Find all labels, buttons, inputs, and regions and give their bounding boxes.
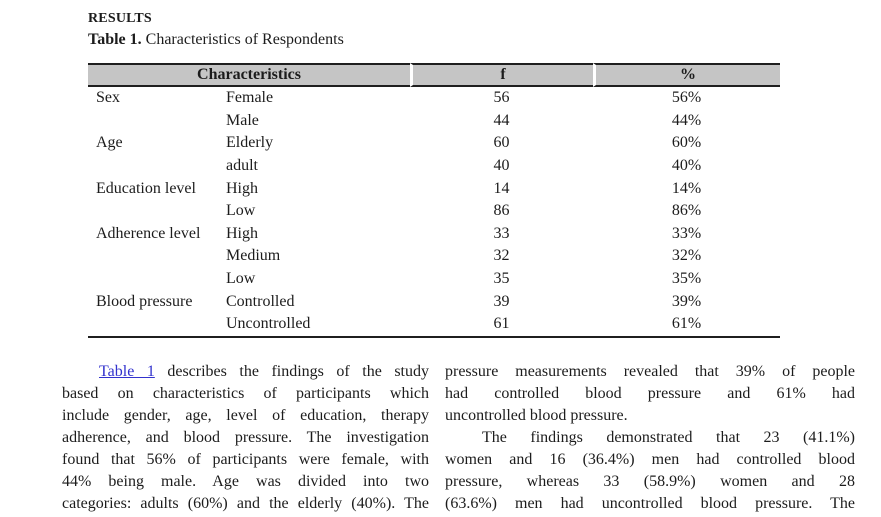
body-line: adherence, and blood pressure. The investigation: [62, 429, 429, 446]
cell-percent: 60%: [671, 134, 702, 152]
table-header-row: [88, 63, 780, 87]
cell-frequency: 35: [493, 270, 510, 288]
body-line: had controlled blood pressure and 61% had: [445, 385, 855, 402]
cell-percent: 56%: [671, 89, 702, 107]
table-caption: [88, 31, 344, 49]
section-heading: RESULTS: [88, 11, 152, 26]
cell-category: Age: [96, 134, 123, 152]
table-row: [88, 110, 780, 133]
cell-subcategory: Female: [226, 89, 274, 107]
cell-subcategory: Medium: [226, 247, 281, 265]
cell-category: Education level: [96, 179, 196, 197]
cell-subcategory: Elderly: [226, 134, 274, 152]
body-text-right-column: [445, 361, 855, 515]
table1-link[interactable]: Table 1: [99, 363, 155, 380]
body-line: pressure measurements revealed that 39% of people: [445, 363, 855, 380]
table-caption-text: Characteristics of Respondents: [141, 31, 344, 48]
body-line: include gender, age, level of education, therapy: [62, 407, 429, 424]
body-text-left-column: [62, 361, 429, 515]
cell-percent: 14%: [671, 179, 702, 197]
cell-frequency: 14: [493, 179, 510, 197]
table-row: [88, 177, 780, 200]
cell-subcategory: adult: [226, 157, 258, 175]
cell-subcategory: Low: [226, 270, 256, 288]
table-row: [88, 223, 780, 246]
table-row: [88, 245, 780, 268]
cell-frequency: 40: [493, 157, 510, 175]
table-row: [88, 290, 780, 313]
cell-category: [88, 155, 226, 178]
cell-frequency: 86: [493, 202, 510, 220]
cell-category: [88, 110, 226, 133]
cell-percent: 61%: [593, 313, 780, 338]
cell-category: Adherence level: [96, 224, 201, 242]
table-caption-label: Table 1.: [88, 31, 142, 48]
cell-subcategory: Controlled: [226, 292, 295, 310]
cell-percent: 86%: [671, 202, 702, 220]
characteristics-table: [88, 63, 780, 338]
body-line: uncontrolled blood pressure.: [445, 407, 628, 424]
body-line: women and 16 (36.4%) men had controlled blood: [445, 451, 855, 468]
cell-category: [88, 200, 226, 223]
cell-frequency: 56: [493, 89, 510, 107]
body-line: based on characteristics of participants which: [62, 385, 429, 402]
cell-frequency: 32: [493, 247, 510, 265]
table-row: [88, 132, 780, 155]
cell-category: [88, 268, 226, 291]
header-percent: %: [593, 63, 780, 87]
cell-subcategory: Uncontrolled: [226, 313, 410, 338]
cell-subcategory: Male: [226, 111, 259, 129]
table-row: [88, 268, 780, 291]
body-line: (63.6%) men had uncontrolled blood pressure. The: [445, 495, 855, 512]
body-line: [62, 361, 429, 383]
cell-frequency: 44: [493, 111, 510, 129]
body-line-text: describes the findings of the study: [154, 363, 429, 380]
cell-frequency: 60: [493, 134, 510, 152]
cell-frequency: 33: [493, 224, 510, 242]
body-line: The findings demonstrated that 23 (41.1%): [482, 429, 855, 446]
cell-subcategory: High: [226, 224, 258, 242]
cell-subcategory: High: [226, 179, 258, 197]
cell-subcategory: Low: [226, 202, 256, 220]
cell-percent: 44%: [671, 111, 702, 129]
table-row: [88, 200, 780, 223]
cell-category: Sex: [96, 89, 120, 107]
cell-percent: 33%: [671, 224, 702, 242]
body-line: categories: adults (60%) and the elderly (40%). The: [62, 495, 429, 512]
header-characteristics: Characteristics: [88, 63, 410, 87]
cell-percent: 40%: [671, 157, 702, 175]
cell-category: [88, 245, 226, 268]
table-row: [88, 313, 780, 338]
header-frequency: f: [410, 63, 593, 87]
cell-category: Blood pressure: [96, 292, 193, 310]
cell-percent: 32%: [671, 247, 702, 265]
body-line: 44% being male. Age was divided into two: [62, 473, 429, 490]
table-row: [88, 87, 780, 110]
cell-percent: 35%: [671, 270, 702, 288]
table-row: [88, 155, 780, 178]
cell-frequency: 61: [410, 313, 593, 338]
cell-category: [88, 313, 226, 338]
body-line: pressure, whereas 33 (58.9%) women and 28: [445, 473, 855, 490]
cell-frequency: 39: [493, 292, 510, 310]
cell-percent: 39%: [671, 292, 702, 310]
body-line: found that 56% of participants were female, with: [62, 451, 429, 468]
